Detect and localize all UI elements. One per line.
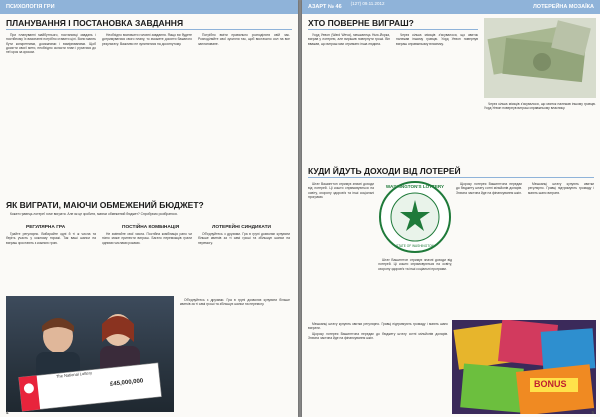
return-article-title: ХТО ПОВЕРНЕ ВИГРАШ?	[308, 18, 414, 28]
revenue-col-2: Щороку лотерея Вашингтона передає до бюджету штату сотні мільйонів доларів. Значна частина йде на фінансування шкіл.	[456, 182, 522, 195]
cash-illustration	[484, 18, 596, 98]
right-page	[302, 0, 600, 417]
check-label: The National Lottery	[55, 370, 93, 379]
check-amount: £45,000,000	[109, 378, 144, 388]
seal-graphic	[378, 180, 452, 254]
budget-subhead-2: ПОСТІЙНА КОМБІНАЦІЯ	[122, 225, 180, 230]
budget-col-3: Об'єднуйтесь з друзями. Гра в групі дозволяє купувати більше квитків за ті самі гроші та збільшує шанси на перемогу.	[198, 232, 290, 245]
issue-number: АЗАРТ № 46	[308, 4, 342, 10]
title-rule	[6, 29, 292, 30]
title-rule-right	[308, 29, 478, 30]
planning-col-1: При плануванні майбутнього, постановці завдань і постійному їх виконанні потрібно ставити цілі. Вони мають бути конкретними, досяжними і вимірюваними. Щоб досягти своєї мети, необхідно скласти план і рухатися до неї крок за кроком.	[6, 33, 96, 55]
return-col-1: Уорд Уевон (Ward Weva), мешканець Нью-Йорка, виграв у лотерею, але вирішив повернути гроші. Він вважав, що виграш має отримати інша людина.	[308, 33, 390, 46]
return-col-3: Через кілька місяців з'ясувалося, що квиток належав іншому гравцю. Уорд Уевон повернув виграш справжньому власнику.	[484, 102, 596, 111]
winners-photo	[6, 296, 174, 412]
revenue-col-1: Штат Вашингтон отримує значні доходи від лотерей. Ці кошти спрямовуються на освіту, охорону здоров'я та інші соціальні програми.	[308, 182, 374, 199]
revenue-article-title: КУДИ ЙДУТЬ ДОХОДИ ВІД ЛОТЕРЕЙ	[308, 166, 461, 176]
budget-col-continued: Об'єднуйтесь з друзями. Гра в групі дозволяє купувати більше квитків за ті самі гроші та збільшує шанси на перемогу.	[180, 298, 290, 307]
budget-subhead-3: ЛОТЕРЕЙНІ СИНДИКАТИ	[212, 225, 271, 230]
left-page	[0, 0, 298, 417]
bonus-label: BONUS	[534, 379, 567, 389]
money-photo	[484, 18, 596, 98]
budget-col-1: Грайте регулярно. Вибирайте одні й ті ж числа та беріть участь у кожному тиражі. Так ваші шанси на виграш зростають з кожною грою.	[6, 232, 96, 245]
revenue-col-4: Мешканці штату купують квитки регулярно. Гравці підтримують громаду і мають шанс виграти. Щороку лотерея Вашингтона передає до бюджету штату сотні мільйонів доларів. Значна частина йде на фінансування шкіл.	[308, 322, 448, 340]
title-rule-right-2	[308, 177, 594, 178]
left-page-header	[0, 0, 298, 14]
left-page-number: 4	[6, 410, 9, 415]
revenue-col-3: Мешканці штату купують квитки регулярно. Гравці підтримують громаду і мають шанс виграти.	[528, 182, 594, 195]
planning-col-2: Необхідно визначити головні завдання. Якщо ви будете дотримуватися свого плану, то зможете досягти бажаного результату. Важливо не зупинятися на досягнутому.	[102, 33, 192, 46]
return-col-2: Через кілька місяців з'ясувалося, що квиток належав іншому гравцю. Уорд Уевон повернув виграш справжньому власнику.	[396, 33, 478, 46]
issue-date: (127) 09.11.2012	[350, 1, 385, 6]
right-page-number: 5	[591, 410, 594, 415]
budget-subhead-1: РЕГУЛЯРНА ГРА	[26, 225, 66, 230]
budget-intro: Кожен гравець лотереї хоче виграти. Але як це зробити, маючи обмежений бюджет? Спробуємо розібратися.	[10, 212, 178, 216]
planning-col-3: Потрібно вміти правильно розподіляти свій час. Розподіляйте свої зусилля так, щоб вистачило сил на все заплановане.	[198, 33, 290, 46]
budget-col-2: Не змінюйте свої числа. Постійна комбінація рано чи пізно може принести виграш. Багато переможців грали одними числами роками.	[102, 232, 192, 245]
scratch-tickets-photo	[452, 320, 596, 414]
seal-subtext: STATE OF WASHINGTON	[396, 244, 434, 248]
right-section-label: ЛОТЕРЕЙНА МОЗАЇКА	[532, 4, 594, 10]
budget-article-title: ЯК ВИГРАТИ, МАЮЧИ ОБМЕЖЕНИЙ БЮДЖЕТ?	[6, 200, 204, 210]
seal-text: WASHINGTON'S LOTTERY	[385, 184, 445, 189]
winners-illustration	[6, 296, 174, 412]
planning-article-title: ПЛАНУВАННЯ І ПОСТАНОВКА ЗАВДАННЯ	[6, 18, 184, 28]
washington-lottery-seal	[378, 180, 452, 254]
tickets-illustration	[452, 320, 596, 414]
left-section-label: ПСИХОЛОГІЯ ГРИ	[6, 4, 55, 10]
revenue-col-1b: Штат Вашингтон отримує значні доходи від лотерей. Ці кошти спрямовуються на освіту, охорону здоров'я та інші соціальні програми.	[378, 258, 452, 271]
right-page-header	[302, 0, 600, 14]
